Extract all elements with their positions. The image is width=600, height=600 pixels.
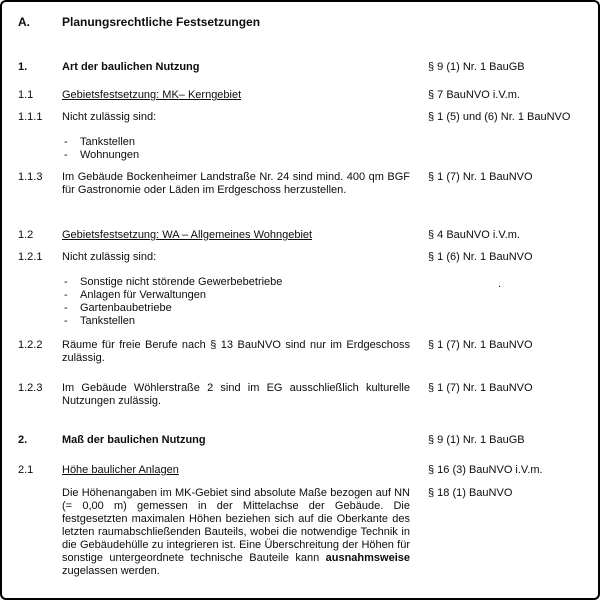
bullet-list-wa [62, 276, 410, 328]
bullet-dash: - [64, 136, 68, 148]
clause-1-2-3-legal-ref: § 1 (7) Nr. 1 BauNVO [428, 382, 533, 394]
clause-1-1-title: Gebietsfestsetzung: MK– Kerngebiet [62, 89, 242, 101]
bullet-item-label: Tankstellen [80, 136, 136, 148]
document-content [2, 15, 598, 578]
bullet-item [62, 149, 410, 162]
clause-1-2-title: Gebietsfestsetzung: WA – Allgemeines Wohngebiet [62, 229, 313, 241]
clause-number-1-2: 1.2 [18, 229, 34, 241]
clause-2-1-legal-ref-2: § 18 (1) BauNVO [428, 487, 513, 499]
clause-1-legal-ref: § 9 (1) Nr. 1 BauGB [428, 61, 525, 73]
clause-1-1-3-row [18, 171, 586, 197]
bullet-dash: - [64, 302, 68, 314]
clause-1-2-1-text: Nicht zulässig sind: [62, 251, 157, 263]
scan-artifact-dot: . [498, 278, 502, 290]
bullet-item-label: Tankstellen [80, 315, 136, 327]
clause-1-2-3-row [18, 382, 586, 408]
clause-1-row [18, 61, 586, 74]
clause-1-2-2-row [18, 339, 586, 365]
clause-number-a: A. [18, 15, 30, 29]
bullet-item-label: Sonstige nicht störende Gewerbebetriebe [80, 276, 283, 288]
clause-2-1-text [62, 487, 410, 578]
bullet-item [62, 136, 410, 149]
clause-1-2-legal-ref: § 4 BauNVO i.V.m. [428, 229, 520, 241]
clause-number-1-1: 1.1 [18, 89, 34, 101]
clause-1-1-1-text: Nicht zulässig sind: [62, 111, 157, 123]
bullet-item [62, 302, 410, 315]
clause-1-2-1-legal-ref: § 1 (6) Nr. 1 BauNVO [428, 251, 533, 263]
clause-1-1-3-text: Im Gebäude Bockenheimer Landstraße Nr. 24 sind mind. 400 qm BGF für Gastronomie oder Läden im Erdgeschoss herzustellen. [62, 171, 410, 196]
clause-1-2-1-row [18, 251, 586, 264]
clause-number-1-1-3: 1.1.3 [18, 171, 43, 183]
clause-2-1-row [18, 464, 586, 477]
clause-1-title: Art der baulichen Nutzung [62, 61, 200, 73]
clause-1-2-2-legal-ref: § 1 (7) Nr. 1 BauNVO [428, 339, 533, 351]
clause-1-1-row [18, 89, 586, 102]
bullet-dash: - [64, 315, 68, 327]
clause-number-1-2-2: 1.2.2 [18, 339, 43, 351]
clause-1-1-3-legal-ref: § 1 (7) Nr. 1 BauNVO [428, 171, 533, 183]
clause-number-1-2-3: 1.2.3 [18, 382, 43, 394]
clause-1-2-row [18, 229, 586, 242]
bullet-dash: - [64, 289, 68, 301]
clause-2-1-text-emphasis: ausnahmsweise [325, 552, 410, 564]
clause-number-2-1: 2.1 [18, 464, 34, 476]
clause-1-2-2-text: Räume für freie Berufe nach § 13 BauNVO sind nur im Erdgeschoss zulässig. [62, 339, 410, 364]
section-a-title: Planungsrechtliche Festsetzungen [62, 15, 261, 29]
clause-2-legal-ref: § 9 (1) Nr. 1 BauGB [428, 434, 525, 446]
clause-1-1-1-list-row [18, 136, 586, 162]
clause-2-1-text-post: zugelassen werden. [62, 565, 160, 577]
clause-1-1-1-row [18, 111, 586, 124]
clause-2-title: Maß der baulichen Nutzung [62, 434, 206, 446]
bullet-item [62, 315, 410, 328]
clause-number-1-2-1: 1.2.1 [18, 251, 43, 263]
bullet-list-mk [62, 136, 410, 162]
clause-1-2-3-text: Im Gebäude Wöhlerstraße 2 sind im EG ausschließlich kulturelle Nutzungen zulässig. [62, 382, 410, 407]
clause-2-1-legal-ref: § 16 (3) BauNVO i.V.m. [428, 464, 543, 476]
bullet-item-label: Anlagen für Verwaltungen [80, 289, 206, 301]
bullet-dash: - [64, 276, 68, 288]
clause-number-1: 1. [18, 61, 28, 73]
clause-2-1-title: Höhe baulicher Anlagen [62, 464, 179, 476]
clause-number-1-1-1: 1.1.1 [18, 111, 43, 123]
bullet-item [62, 276, 410, 289]
bullet-item-label: Gartenbaubetriebe [80, 302, 172, 314]
clause-1-1-legal-ref: § 7 BauNVO i.V.m. [428, 89, 520, 101]
clause-number-2: 2. [18, 434, 28, 446]
section-a-heading-row [18, 15, 586, 29]
clause-2-1-text-pre: Die Höhenangaben im MK-Gebiet sind absolute Maße bezogen auf NN (= 0,00 m) gemessen in der Mittelachse der Gebäude. Die festgesetzten maximalen Höhen beziehen sich auf die Oberkante des letzten raumabschließenden Bauteils, wobei die notwendige Technik in die Gebäudehülle zu integrieren ist. Eine Überschreitung der Höhen für sonstige untergeordnete technische Bauteile kann [62, 487, 410, 564]
bullet-dash: - [64, 149, 68, 161]
clause-2-row [18, 434, 586, 447]
clause-2-1-paragraph-row [18, 487, 586, 578]
clause-1-1-1-legal-ref: § 1 (5) und (6) Nr. 1 BauNVO [428, 111, 571, 123]
bullet-item [62, 289, 410, 302]
bullet-item-label: Wohnungen [80, 149, 140, 161]
